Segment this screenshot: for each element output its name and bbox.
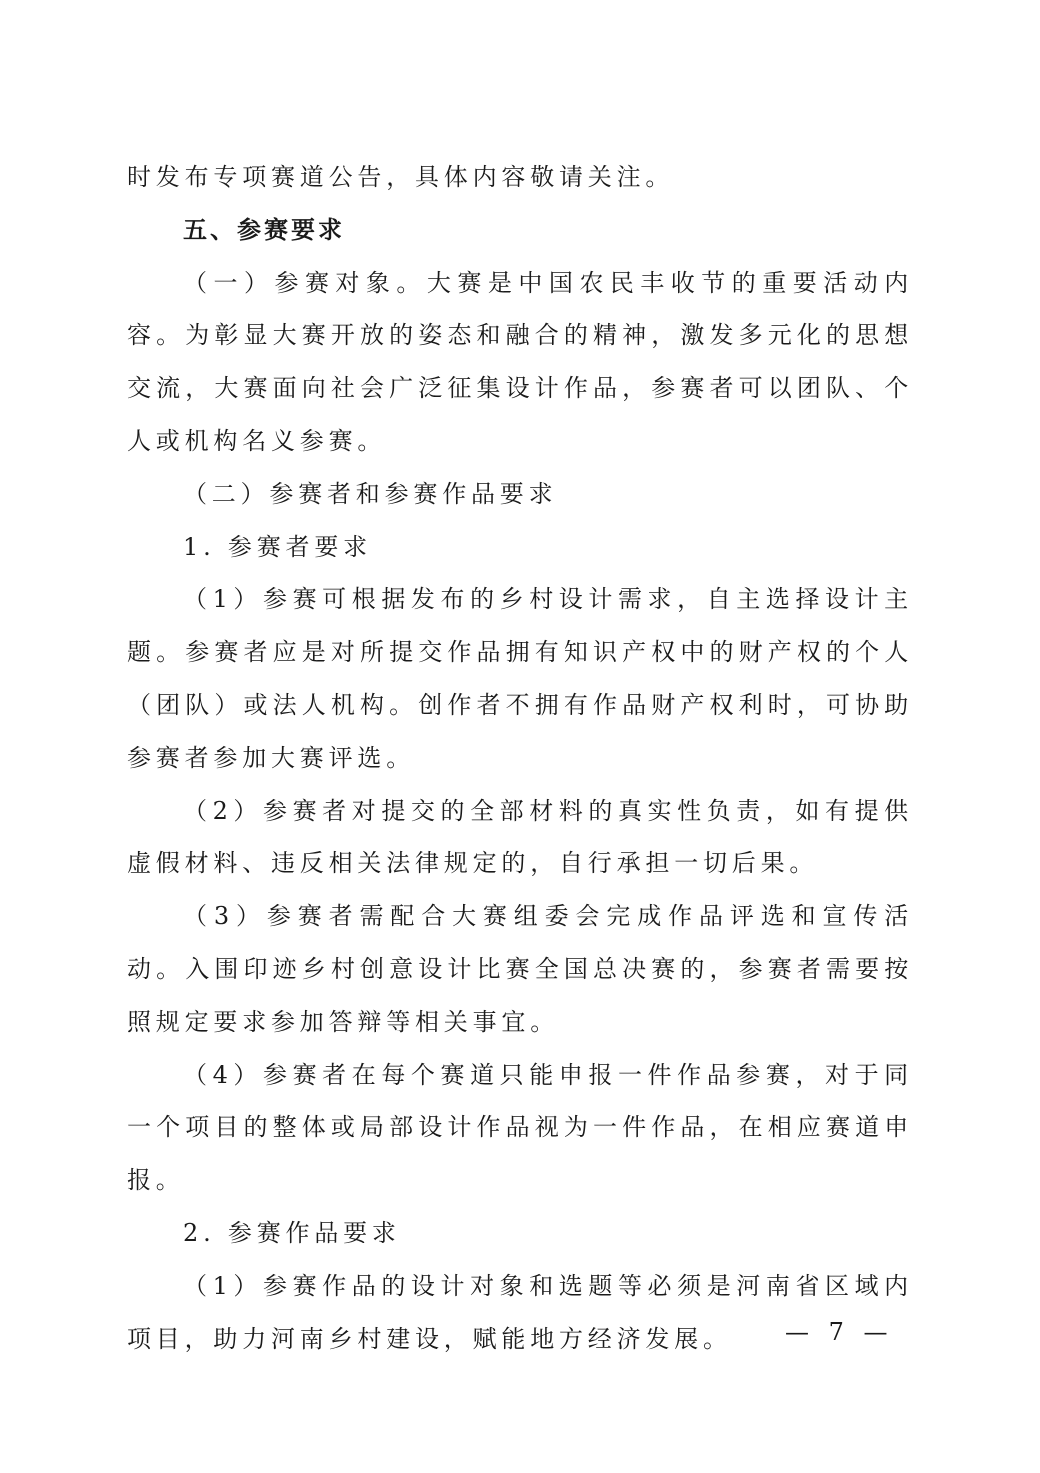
item-heading: 2. 参赛作品要求 (183, 1218, 401, 1247)
body-text (127, 151, 913, 1365)
paragraph-participants: （一）参赛对象。大赛是中国农民丰收节的重要活动内容。为彰显大赛开放的姿态和融合的精神，激发多元化的思想交流，大赛面向社会广泛征集设计作品，参赛者可以团队、个人或机构名义参赛。 (127, 268, 913, 455)
subheading: （二）参赛者和参赛作品要求 (183, 479, 558, 508)
paragraph-requirement: （4）参赛者在每个赛道只能申报一件作品参赛，对于同一个项目的整体或局部设计作品视为一件作品，在相应赛道申报。 (127, 1060, 913, 1195)
item-heading: 1. 参赛者要求 (183, 532, 372, 561)
paragraph-requirement: （1）参赛作品的设计对象和选题等必须是河南省区域内项目，助力河南乡村建设，赋能地方经济发展。 (127, 1271, 913, 1353)
paragraph-requirement: （1）参赛可根据发布的乡村设计需求，自主选择设计主题。参赛者应是对所提交作品拥有知识产权中的财产权的个人（团队）或法人机构。创作者不拥有作品财产权利时，可协助参赛者参加大赛评选。 (127, 585, 913, 772)
paragraph-requirement: （3）参赛者需配合大赛组委会完成作品评选和宣传活动。入围印迹乡村创意设计比赛全国总决赛的，参赛者需要按照规定要求参加答辩等相关事宜。 (127, 902, 913, 1036)
page-number: — 7 — (785, 1318, 894, 1346)
paragraph-requirement: （2）参赛者对提交的全部材料的真实性负责，如有提供虚假材料、违反相关法律规定的，自行承担一切后果。 (127, 796, 913, 878)
section-heading: 五、参赛要求 (183, 215, 345, 244)
paragraph-continuation: 时发布专项赛道公告，具体内容敬请关注。 (127, 163, 675, 191)
